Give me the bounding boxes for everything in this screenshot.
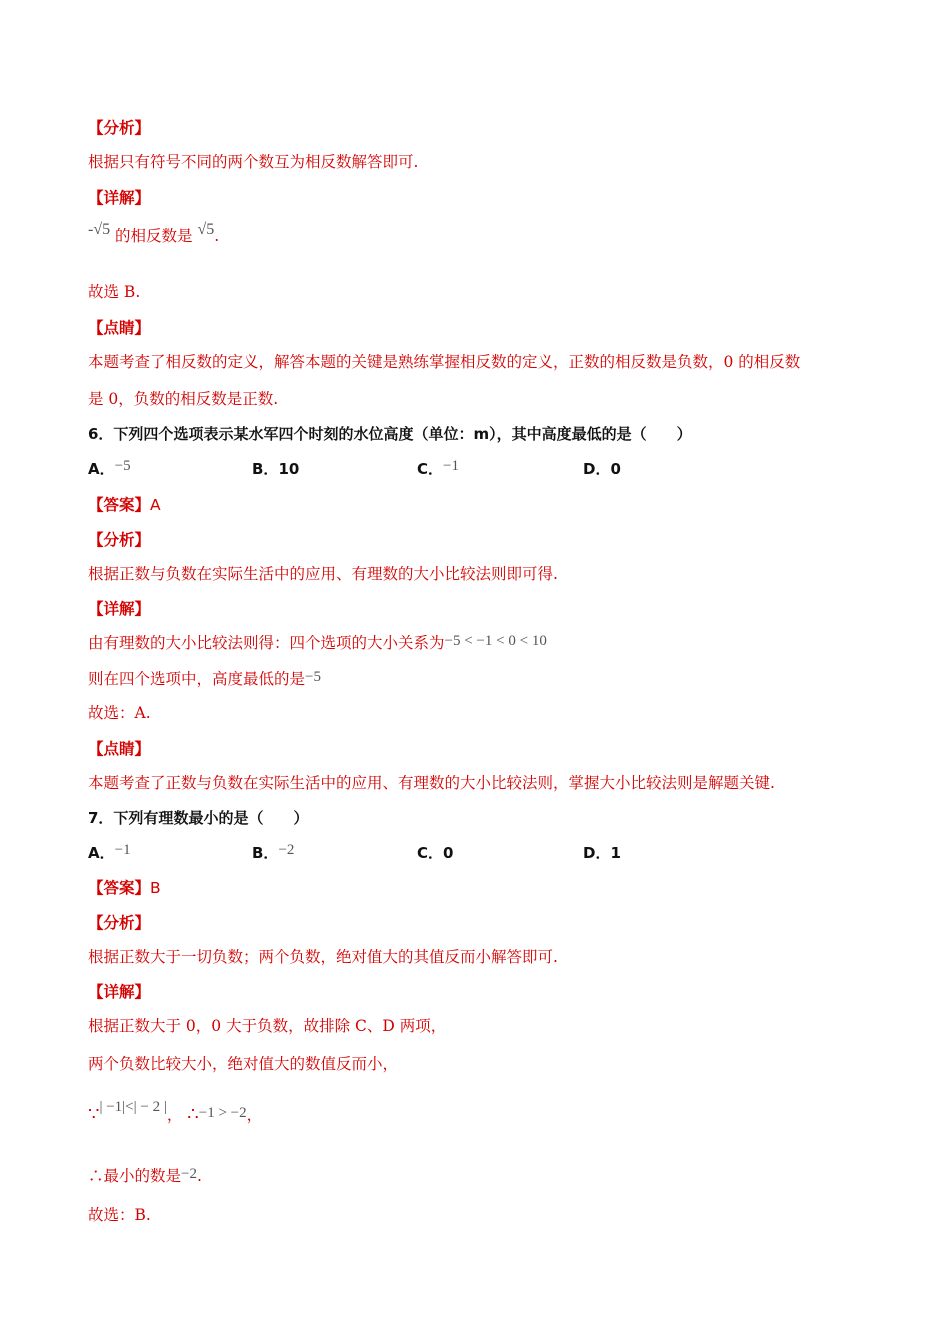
q7-detail-line2: 两个负数比较大小，绝对值大的数值反而小， [88, 1055, 399, 1073]
q7-option-d [583, 843, 621, 863]
q6-detail-line2 [88, 669, 321, 690]
q7-option-a [88, 843, 131, 864]
q7-result-line [88, 1166, 202, 1187]
q6-detail-line1-math: −5 < −1 < 0 < 10 [444, 633, 547, 649]
q6-detail-line1 [88, 633, 547, 654]
q6-detail-line2-math: −5 [305, 669, 321, 685]
q6-option-c [417, 459, 459, 480]
q7-option-b [252, 843, 294, 864]
q5-analysis-tag: 【分析】 [88, 118, 151, 137]
q6-option-d-value: 0 [610, 460, 621, 478]
q7-option-d-label: D． [583, 844, 611, 862]
q5-detail-line [88, 221, 220, 256]
q5-neg-sqrt5: -√5 [88, 221, 111, 238]
q5-analysis-text: 根据只有符号不同的两个数互为相反数解答即可. [88, 153, 419, 171]
q5-comment-line2: 是 0，负数的相反数是正数. [88, 390, 279, 408]
q7-result-text: 最小的数是 [103, 1167, 182, 1185]
q7-option-b-value: −2 [278, 842, 295, 858]
q7-option-a-value: −1 [114, 842, 131, 858]
q5-detail-tag: 【详解】 [88, 188, 151, 207]
q7-question: 7．下列有理数最小的是（ ） [88, 809, 309, 827]
q6-answer-tag: 【答案】 [88, 495, 151, 514]
q6-option-a-value: −5 [114, 458, 131, 474]
q6-option-a-label: A． [88, 460, 115, 478]
q6-option-a [88, 459, 131, 480]
q7-detail-line1: 根据正数大于 0，0 大于负数，故排除 C、D 两项， [88, 1017, 447, 1035]
q6-comment-tag: 【点睛】 [88, 739, 151, 758]
q6-detail-line2-text: 则在四个选项中，高度最低的是 [88, 670, 306, 688]
q7-option-c [417, 843, 453, 863]
q6-option-c-label: C． [417, 460, 444, 478]
q5-choose: 故选 B. [88, 283, 141, 301]
q7-analysis-text: 根据正数大于一切负数；两个负数，绝对值大的其值反而小解答即可. [88, 948, 558, 966]
q7-analysis-tag: 【分析】 [88, 913, 151, 932]
q6-analysis-tag: 【分析】 [88, 530, 151, 549]
q5-detail-mid: 的相反数是 [115, 227, 193, 245]
q7-option-b-label: B． [252, 844, 279, 862]
q5-detail-end: . [214, 227, 220, 245]
q6-comment-text: 本题考查了正数与负数在实际生活中的应用、有理数的大小比较法则，掌握大小比较法则是解题关键. [88, 774, 775, 792]
q7-result-math: −2 [181, 1166, 197, 1182]
q6-option-b-label: B． [252, 460, 279, 478]
q6-option-b-value: 10 [278, 460, 300, 478]
q7-option-a-label: A． [88, 844, 115, 862]
q6-option-c-value: −1 [443, 458, 459, 474]
q7-option-c-label: C． [417, 844, 444, 862]
q6-answer [88, 495, 161, 515]
therefore-symbol: ∴ [187, 1104, 199, 1125]
therefore-symbol-2: ∴ [88, 1167, 104, 1185]
q7-choose: 故选：B. [88, 1206, 151, 1224]
q6-option-d-label: D． [583, 460, 611, 478]
q7-result-end: . [197, 1167, 202, 1185]
q7-detail-tag: 【详解】 [88, 982, 151, 1001]
q6-detail-tag: 【详解】 [88, 599, 151, 618]
q6-option-d [583, 459, 621, 479]
q7-comma2: ， [246, 1106, 263, 1124]
q6-answer-value: A [150, 496, 161, 514]
because-symbol: ∵ [88, 1104, 100, 1125]
q7-because-math: | −1|<| − 2 | [99, 1099, 167, 1115]
q6-option-b [252, 459, 299, 479]
q5-comment-line1: 本题考查了相反数的定义，解答本题的关键是熟练掌握相反数的定义，正数的相反数是负数，0 的相反数 [88, 353, 801, 371]
q6-question: 6．下列四个选项表示某水军四个时刻的水位高度（单位：m），其中高度最低的是（ ） [88, 425, 692, 443]
q7-option-c-value: 0 [443, 844, 454, 862]
q7-answer-value: B [150, 879, 161, 897]
q5-pos-sqrt5: √5 [197, 221, 215, 238]
q6-detail-line1-text: 由有理数的大小比较法则得：四个选项的大小关系为 [88, 634, 445, 652]
q6-analysis-text: 根据正数与负数在实际生活中的应用、有理数的大小比较法则即可得. [88, 565, 558, 583]
q7-option-d-value: 1 [610, 844, 621, 862]
q7-comma1: ， [166, 1106, 183, 1124]
q7-because-line [88, 1099, 263, 1135]
q5-comment-tag: 【点睛】 [88, 318, 151, 337]
q7-answer-tag: 【答案】 [88, 878, 151, 897]
q7-answer [88, 878, 161, 898]
q6-choose: 故选：A. [88, 704, 151, 722]
q7-therefore-math: −1 > −2 [198, 1105, 247, 1121]
